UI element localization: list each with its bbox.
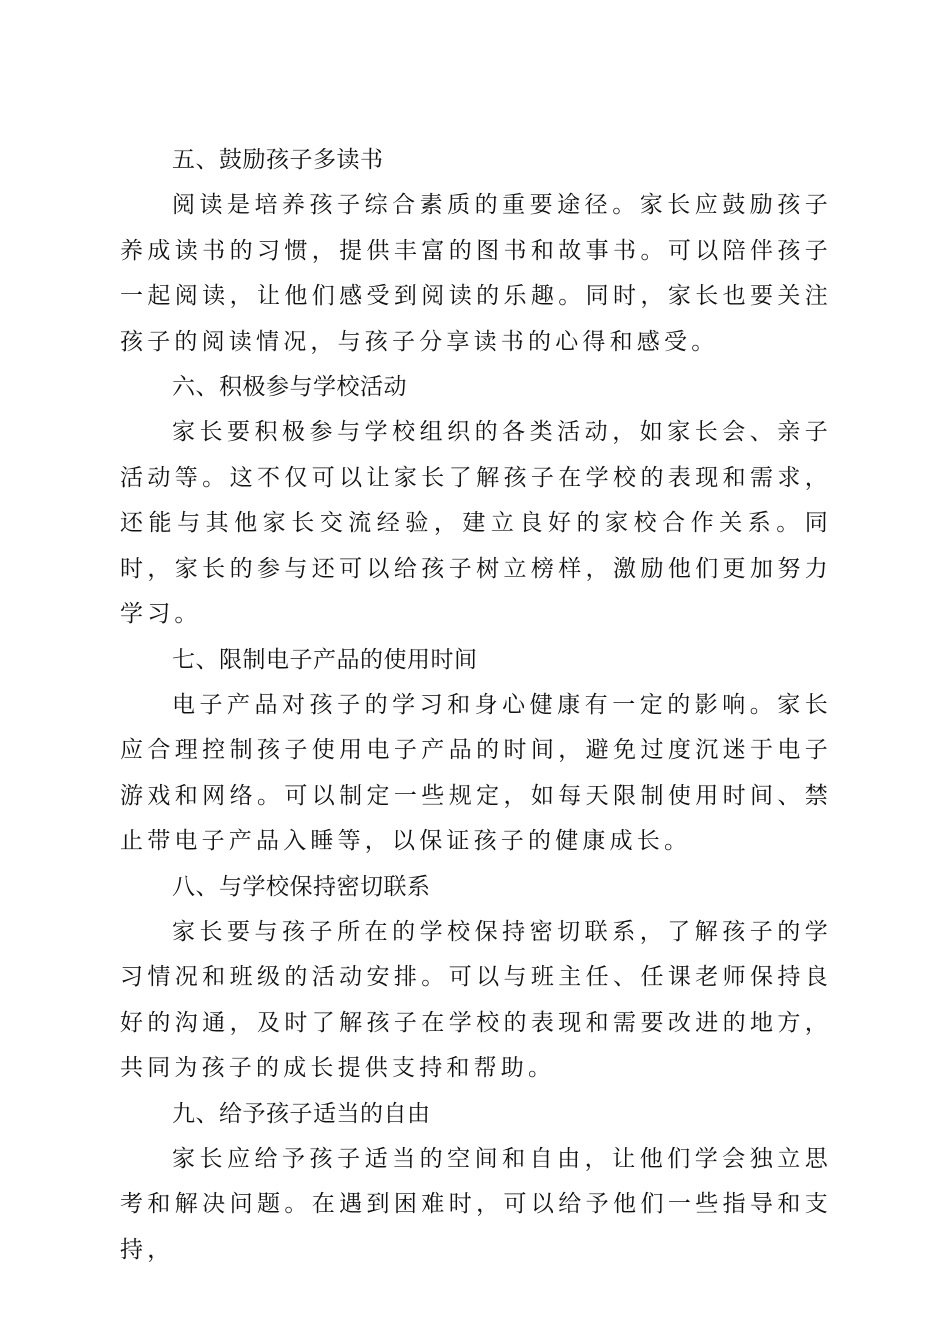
section-heading-5: 五、鼓励孩子多读书 — [172, 147, 384, 173]
section-paragraph-8: 家长要与孩子所在的学校保持密切联系，了解孩子的学习情况和班级的活动安排。可以与班主任、任课老师保持良好的沟通，及时了解孩子在学校的表现和需要改进的地方，共同为孩子的成长提供支持和帮助。 — [120, 918, 832, 1081]
section-heading-9: 九、给予孩子适当的自由 — [172, 1100, 431, 1127]
section-heading-7: 七、限制电子产品的使用时间 — [172, 646, 478, 673]
section-paragraph-6: 家长要积极参与学校组织的各类活动，如家长会、亲子活动等。这不仅可以让家长了解孩子在学校的表现和需求，还能与其他家长交流经验，建立良好的家校合作关系。同时，家长的参与还可以给孩子树立榜样，激励他们更加努力学习。 — [120, 419, 832, 627]
section-heading-6: 六、积极参与学校活动 — [172, 374, 407, 400]
section-paragraph-5: 阅读是培养孩子综合素质的重要途径。家长应鼓励孩子养成读书的习惯，提供丰富的图书和故事书。可以陪伴孩子一起阅读，让他们感受到阅读的乐趣。同时，家长也要关注孩子的阅读情况，与孩子分享读书的心得和感受。 — [120, 192, 832, 355]
section-paragraph-9: 家长应给予孩子适当的空间和自由，让他们学会独立思考和解决问题。在遇到困难时，可以给予他们一些指导和支持， — [120, 1145, 832, 1263]
section-heading-8: 八、与学校保持密切联系 — [172, 873, 431, 900]
document-body — [120, 138, 832, 1273]
section-paragraph-7: 电子产品对孩子的学习和身心健康有一定的影响。家长应合理控制孩子使用电子产品的时间，避免过度沉迷于电子游戏和网络。可以制定一些规定，如每天限制使用时间、禁止带电子产品入睡等，以保证孩子的健康成长。 — [120, 691, 832, 854]
